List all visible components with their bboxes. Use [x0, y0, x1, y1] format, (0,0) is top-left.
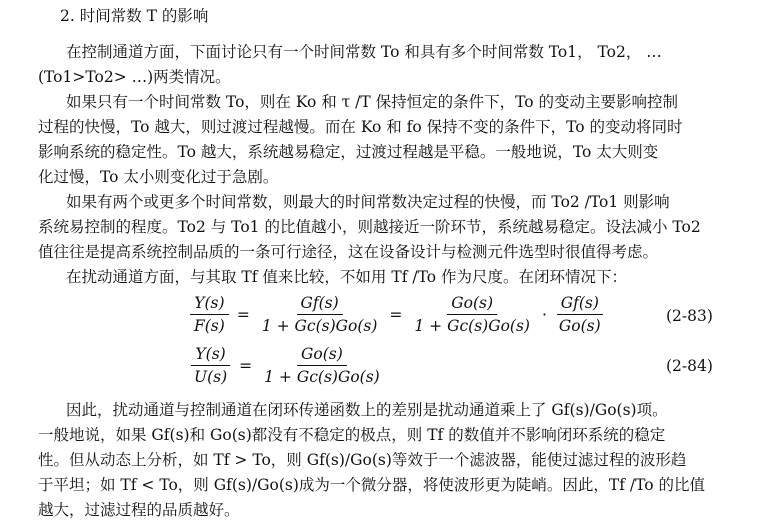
equals-sign: = [239, 356, 253, 375]
fraction-rhs [260, 345, 384, 386]
fraction-right-1 [410, 294, 534, 335]
denominator: 1 + Gc(s)Go(s) [264, 368, 380, 386]
text-line: 一般地说，如果 Gf(s)和 Go(s)都没有不稳定的极点，则 Tf 的数值并不影响闭环系统的稳定 [38, 426, 666, 444]
denominator: 1 + Gc(s)Go(s) [414, 317, 530, 335]
text-line: 于平坦；如 Tf < To，则 Gf(s)/Go(s)成为一个微分器，将使波形更为陡峭。因此，Tf /To 的比值 [38, 476, 706, 494]
numerator: Y(s) [191, 345, 229, 366]
denominator: 1 + Gc(s)Go(s) [261, 317, 378, 335]
text-line: 影响系统的稳定性。To 越大，系统越易稳定，过渡过程越是平稳。一般地说，To 太大则变 [38, 143, 659, 161]
denominator: Go(s) [558, 317, 601, 335]
fraction-right-2 [555, 294, 605, 335]
equals-sign: = [389, 305, 403, 324]
text-line: 性。但从动态上分析，如 Tf > To，则 Gf(s)/Go(s)等效于一个滤波器，能使过滤过程的波形趋 [38, 451, 687, 469]
equation-2-83 [186, 294, 609, 335]
fraction-middle [258, 294, 382, 335]
text-line: 在控制通道方面，下面讨论只有一个时间常数 To 和具有多个时间常数 To1， To2， … [66, 43, 662, 61]
text-line: 化过慢，To 太小则变化过于急剧。 [38, 168, 279, 186]
numerator: Y(s) [190, 294, 228, 315]
text-line: 如果有两个或更多个时间常数，则最大的时间常数决定过程的快慢，而 To2 /To1 则影响 [66, 193, 670, 211]
numerator: Go(s) [447, 294, 497, 315]
multiply-dot: · [541, 305, 547, 324]
fraction-lhs [190, 294, 229, 335]
equation-2-84 [186, 345, 388, 386]
text-line: 如果只有一个时间常数 To，则在 Ko 和 τ /T 保持恒定的条件下，To 的变动主要影响控制 [66, 93, 679, 111]
denominator: U(s) [194, 368, 228, 386]
text-line: 过程的快慢，To 越大，则过渡过程越慢。而在 Ko 和 fo 保持不变的条件下，To 的变动将同时 [38, 118, 683, 136]
text-line: 值往往是提高系统控制品质的一条可行途径，这在设备设计与检测元件选型时很值得考虑。 [38, 243, 659, 261]
text-line: 系统易控制的程度。To2 与 To1 的比值越小，则越接近一阶环节，系统越易稳定。设法减小 To2 [38, 218, 701, 236]
fraction-lhs [190, 345, 231, 386]
section-heading: 2. 时间常数 T 的影响 [60, 7, 209, 25]
equation-number: (2-84) [666, 357, 713, 375]
equation-number: (2-83) [666, 307, 713, 325]
numerator: Go(s) [297, 345, 347, 366]
text-line: 因此，扰动通道与控制通道在闭环传递函数上的差别是扰动通道乘上了 Gf(s)/Go(s)项。 [66, 401, 668, 419]
text-line: (To1>To2> …)两类情况。 [38, 68, 231, 86]
numerator: Gf(s) [557, 294, 603, 315]
numerator: Gf(s) [297, 294, 343, 315]
text-line: 在扰动通道方面，与其取 Tf 值来比较，不如用 Tf /To 作为尺度。在闭环情况下： [66, 268, 627, 286]
text-line: 越大，过滤过程的品质越好。 [38, 501, 240, 519]
equals-sign: = [236, 305, 250, 324]
denominator: F(s) [194, 317, 225, 335]
